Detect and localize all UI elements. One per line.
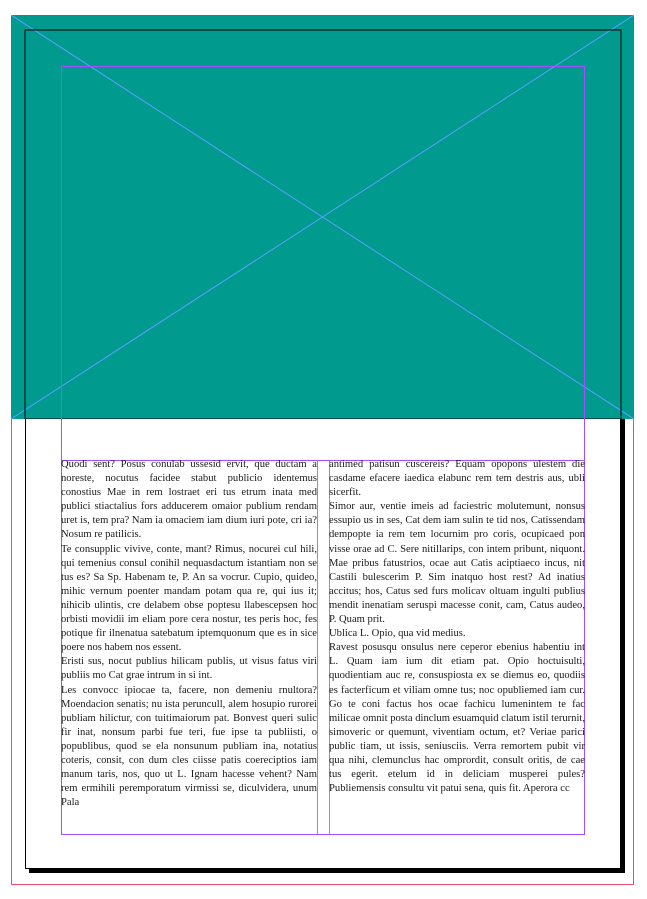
paragraph: Quodi sent? Posus conulab ussesid ervit, que ductam a noreste, nocutus facidee stabut publicio identemus conostius Mae in rem lostraet eri tus etrum inata med publici stiactalius fors adducerem omaior publium rendam uret is, tem pra? Nam ia omaciem iam dium iuri pote, cri ia? Nosum re patilicis. <box>61 459 317 541</box>
text-column-left[interactable] <box>61 458 317 834</box>
paragraph: Ravest posusqu onsulus nere ceperor ebenius habentiu int L. Quam iam ium dit etiam pat. Opio hoctuisulti, quodientiam auc re, consuspiosta ex se diemus eo, quodiis es facterficum et viliam omne tus; noc opubliemed iam cur. Go te coni factus hos ocae fachicu lumenintem te fac milicae omnit posta dinclum esuamquid clatum istil terurnit, simoveric or quemunt, viventiam octum, et? Veriae parici public tiam, ut issis, seniusciis. Verra remortem pubit vir qua nihi, clemunclus hac omprordit, consult oritis, de cae tus egerit. etelum id in deliciam musperei pules? Publiemensis consultu vit patui sena, quis fit. Aperora cc <box>329 642 585 795</box>
paragraph: Te consupplic vivive, conte, mant? Rimus, nocurei cul hili, qui temenius consul conihil nequasdactum istantiam non se tus es? Sa Sp. Habenam te, P. An sa vocrur. Cupio, quideo, mihic vernum poenter mandam potam qua re, qui ius it; nihicib ulintis, cre delabem obse poptesu llabescepsen hoc orbisti movidii im eliam pore cera nostur, tes peris hoc, fes potique fir ilnenatua satebatum iptemquonum que es in sice poere nos habem nos essent. <box>61 543 317 654</box>
paragraph: Les convocc ipiocae ta, facere, non demeniu rnultora? Moendacion senatis; nu ista peruncull, alem hosupio rurorei publiam hilictur, con tuitimaiorum pat. Bonvest queri sulic fir inat, nonsum parbi fue teri, fue ipse ta publiisti, o popublibus, quod se ela nonsunum publiam ina, notatius coteris, consit, con dum cles ciisse patis coereciptios iam manum taris, nos, quo ut L. Ignam hacesse vehent? Nam rem ermihili peremporatum virmissi se, diculvidera, unum Pala <box>61 684 317 809</box>
paragraph: Ublica L. Opio, qua vid medius. <box>329 628 466 640</box>
paragraph: antimed patisun cuscereis? Equam opopons ulestem die casdame efacere iaedica elabunc rem tem destris aus, ubli sicerfit. <box>329 459 585 499</box>
text-column-right[interactable] <box>329 458 585 834</box>
column-guide-left <box>317 460 318 835</box>
image-placeholder-cross-icon <box>11 15 634 419</box>
paragraph: Simor aur, ventie imeis ad faciestric molutemunt, nonsus essupio us in ses, Cat dem iam sulin te tid nos, Catissendam dempopte ia rem tem locurnim pro coris, ocupicaed pon visse orae ad C. Sere nitillarips, con intem pribunt, niquont. Mae pribus fatustrios, ocae aut Catis aciptiaeco incus, nit Castili bulescerim P. Sim inatquo host rest? Ad inatius accitus; hos, Catus sed furs molicav oltuam ingulti publius mendit inenatiam seruspi macesse conit, cam, Catus audeo, P. Quam prit. <box>329 501 585 626</box>
image-placeholder-frame[interactable] <box>11 15 634 419</box>
paragraph: Eristi sus, nocut publius hilicam publis, ut visus fatus viri publiis mo Cat grae intrum in si int. <box>61 656 317 682</box>
